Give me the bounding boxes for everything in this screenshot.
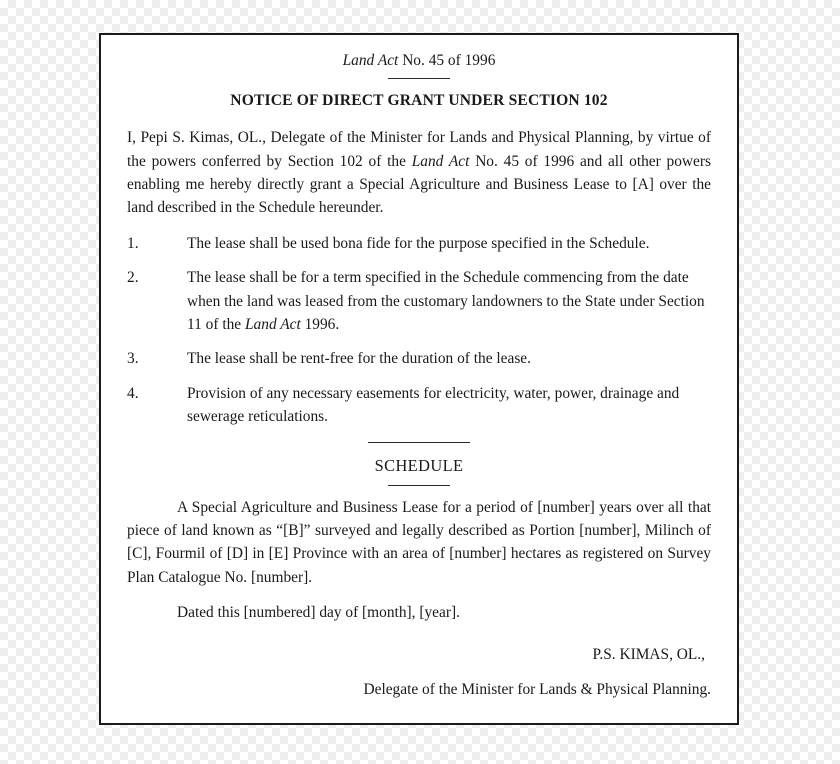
clause-4 xyxy=(127,382,711,429)
clause-4-number: 4. xyxy=(127,384,139,402)
clause-3 xyxy=(127,347,711,370)
clause-1-text: The lease shall be used bona fide for the purpose specified in the Schedule. xyxy=(187,234,650,252)
preamble-part1: I, Pepi S. Kimas, OL., Delegate of the Minister for Lands and Physical Planning, by virtue of the powers conferred by Section 102 of the xyxy=(127,129,711,170)
clause-2-act-italic: Land Act xyxy=(245,315,301,333)
clause-1 xyxy=(127,232,711,255)
document-page xyxy=(99,33,739,725)
clause-1-number: 1. xyxy=(127,234,139,252)
signature-title: Delegate of the Minister for Lands & Physical Planning. xyxy=(363,680,711,698)
clause-2-text xyxy=(187,266,711,336)
dated-paragraph xyxy=(127,601,711,624)
schedule-heading: SCHEDULE xyxy=(374,455,464,475)
schedule-body-paragraph xyxy=(127,496,711,590)
dated-text: Dated this [numbered] day of [month], [year]. xyxy=(177,604,460,622)
clause-3-text: The lease shall be rent-free for the duration of the lease. xyxy=(187,350,531,368)
schedule-body-text: A Special Agriculture and Business Lease for a period of [number] years over all that piece of land known as “[B]” surveyed and legally described as Portion [number], Milinch of [C], Fourmil of [D] in [E] Province with an area of [number] hectares as registered on Survey Plan Catalogue No. [number]. xyxy=(127,498,711,586)
divider-schedule-above xyxy=(368,442,470,443)
divider-top xyxy=(388,78,450,79)
header-act-rest: No. 45 of 1996 xyxy=(398,52,496,69)
preamble-part2: No. 45 of 1996 and all other powers enabling me hereby directly grant a Special Agriculture and Business Lease to [A] over the land described in the Schedule hereunder. xyxy=(127,152,711,217)
document-title: NOTICE OF DIRECT GRANT UNDER SECTION 102 xyxy=(230,92,608,110)
preamble-act-italic: Land Act xyxy=(411,152,470,170)
signature-name: P.S. KIMAS, OL., xyxy=(592,645,705,663)
header-act-italic: Land Act xyxy=(342,52,399,69)
divider-schedule-below xyxy=(388,485,450,486)
document-header xyxy=(127,49,711,72)
clause-2-number: 2. xyxy=(127,269,139,287)
clause-2-text-part1: The lease shall be for a term specified in the Schedule commencing from the date when the land was leased from the customary landowners to the State under Section 11 of the xyxy=(187,269,705,333)
clause-2 xyxy=(127,266,711,336)
clause-2-text-part2: 1996. xyxy=(300,315,340,333)
preamble-paragraph xyxy=(127,126,711,220)
clause-3-number: 3. xyxy=(127,350,139,368)
clause-4-text: Provision of any necessary easements for electricity, water, power, drainage and sewerage reticulations. xyxy=(187,384,680,426)
